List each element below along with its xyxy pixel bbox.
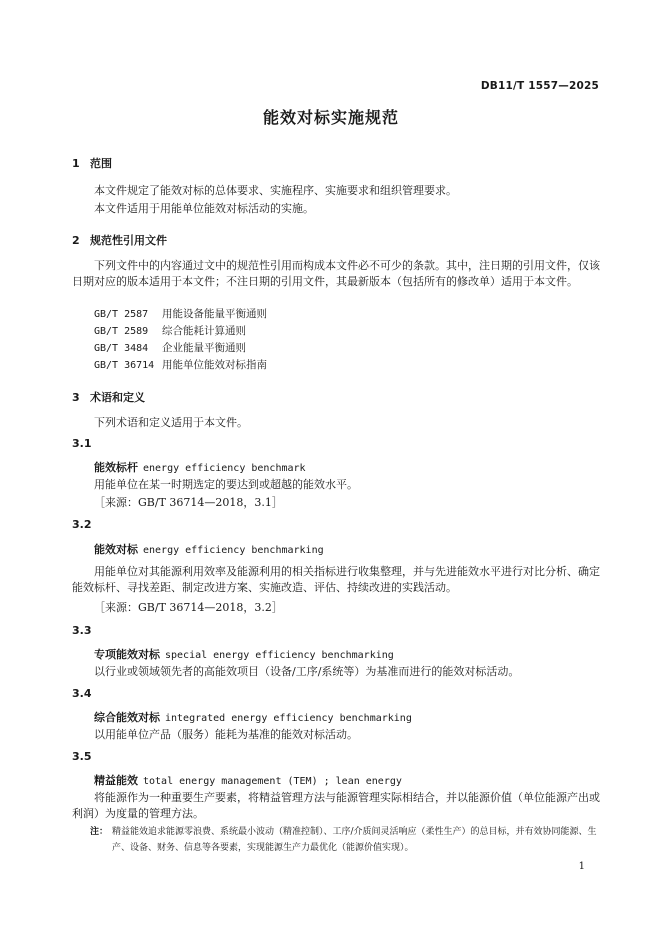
normative-reference-2: GB/T 2589 综合能耗计算通则 [94, 325, 246, 337]
section-2-para-1: 下列文件中的内容通过文中的规范性引用而构成本文件必不可少的条款。其中，注日期的引用文件，仅该日期对应的版本适用于本文件；不注日期的引用文件，其最新版本（包括所有的修改单）适用于本文件。 [72, 259, 600, 288]
term-3-1-heading: 能效标杆 energy efficiency benchmark [94, 461, 306, 474]
normative-reference-1: GB/T 2587 用能设备能量平衡通则 [94, 308, 267, 320]
section-1-heading: 1 范围 [72, 157, 112, 170]
term-3-1-definition: 用能单位在某一时期选定的要达到或超越的能效水平。 [94, 478, 358, 491]
note-label: 注： [90, 827, 109, 837]
section-1-para-2: 本文件适用于用能单位能效对标活动的实施。 [94, 202, 314, 215]
term-3-4-number: 3.4 [72, 687, 92, 700]
term-3-1-number: 3.1 [72, 437, 92, 450]
term-3-3-number: 3.3 [72, 624, 92, 637]
normative-reference-3: GB/T 3484 企业能量平衡通则 [94, 342, 246, 354]
term-3-5-note [90, 824, 602, 856]
term-3-5-heading: 精益能效 total energy management (TEM) ; lean energy [94, 774, 402, 787]
document-title: 能效对标实施规范 [262, 108, 399, 127]
document-id: DB11/T 1557—2025 [480, 80, 599, 92]
term-3-3-definition: 以行业或领域领先者的高能效项目（设备/工序/系统等）为基准而进行的能效对标活动。 [94, 665, 520, 678]
term-3-5-definition: 将能源作为一种重要生产要素，将精益管理方法与能源管理实际相结合，并以能源价值（单位能源产出或利润）为度量的管理方法。 [72, 791, 600, 820]
term-3-4-definition: 以用能单位产品（服务）能耗为基准的能效对标活动。 [94, 728, 358, 741]
term-3-2-number: 3.2 [72, 518, 92, 531]
note-text: 精益能效追求能源零浪费、系统最小波动（精准控制）、工序/介质间灵活响应（柔性生产）的总目标，并有效协同能源、生产、设备、财务、信息等各要素，实现能源生产力最优化（能源价值实现）。 [112, 827, 597, 853]
section-3-heading: 3 术语和定义 [72, 391, 145, 404]
section-1-para-1: 本文件规定了能效对标的总体要求、实施程序、实施要求和组织管理要求。 [94, 184, 457, 197]
term-3-2-heading: 能效对标 energy efficiency benchmarking [94, 543, 324, 556]
normative-reference-4: GB/T 36714 用能单位能效对标指南 [94, 359, 267, 371]
term-3-3-heading: 专项能效对标 special energy efficiency benchmarking [94, 648, 394, 661]
term-3-5-number: 3.5 [72, 750, 92, 763]
term-3-2-source: ［来源：GB/T 36714—2018，3.2］ [94, 601, 283, 614]
term-3-1-source: ［来源：GB/T 36714—2018，3.1］ [94, 496, 283, 509]
term-3-4-heading: 综合能效对标 integrated energy efficiency benchmarking [94, 711, 412, 724]
page-number: 1 [578, 861, 585, 872]
section-3-intro: 下列术语和定义适用于本文件。 [94, 416, 248, 429]
term-3-2-definition: 用能单位对其能源利用效率及能源利用的相关指标进行收集整理，并与先进能效水平进行对比分析、确定能效标杆、寻找差距、制定改进方案、实施改造、评估、持续改进的实践活动。 [72, 565, 600, 594]
section-2-heading: 2 规范性引用文件 [72, 234, 167, 247]
